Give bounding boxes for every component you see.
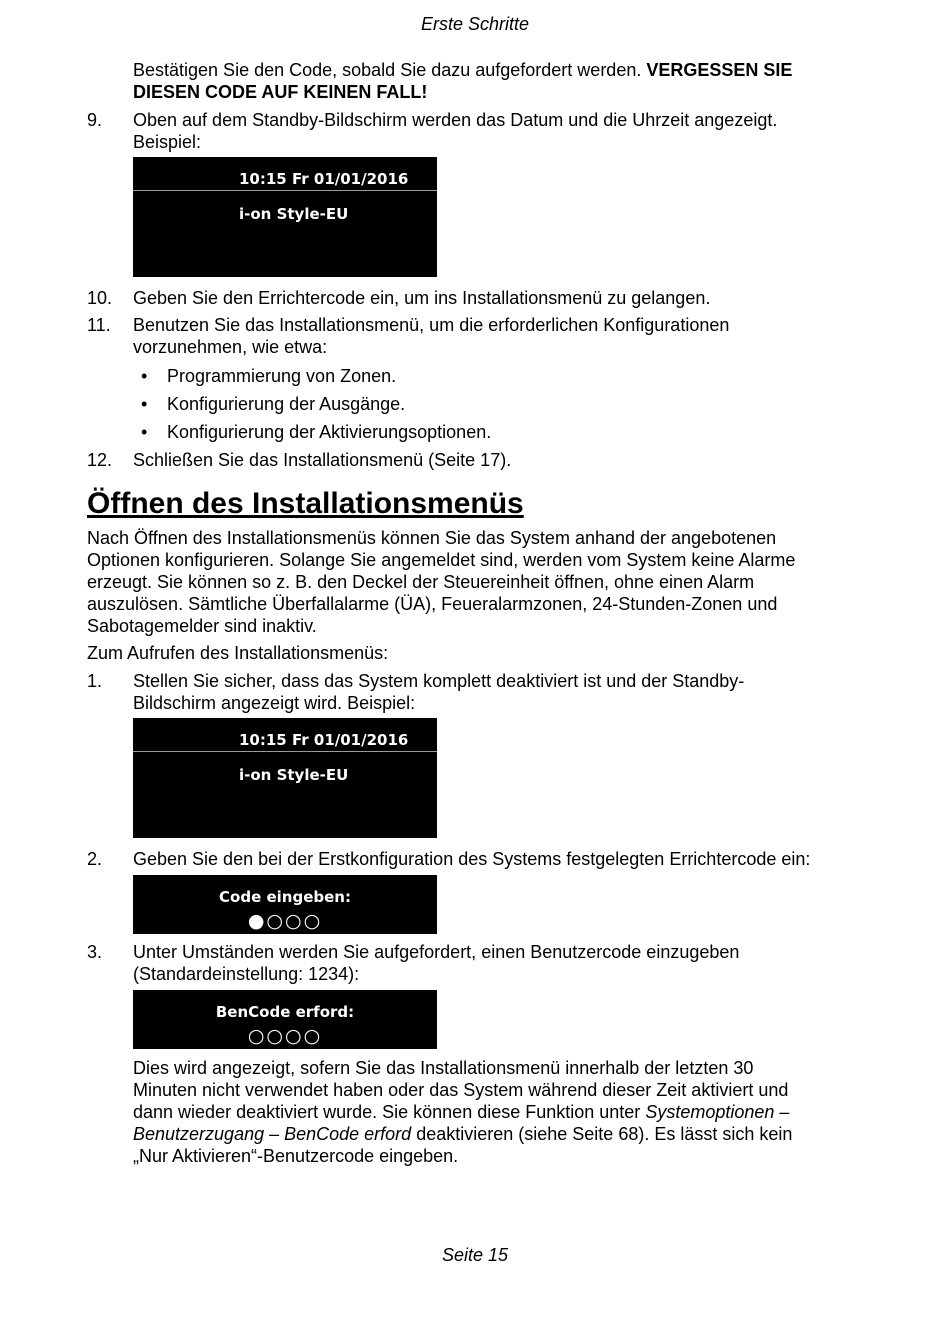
menu-path: Benutzerzugang – BenCode erford	[133, 1124, 412, 1144]
intro-warning-2: DIESEN CODE AUF KEINEN FALL!	[133, 82, 428, 102]
step-text: Bildschirm angezeigt wird. Beispiel:	[133, 693, 416, 713]
step-number: 9.	[87, 110, 103, 130]
step-number: 1.	[87, 671, 103, 691]
step-text: Benutzen Sie das Installationsmenü, um die erforderlichen Konfigurationen	[133, 315, 730, 335]
paragraph-line: Sabotagemelder sind inaktiv.	[87, 616, 317, 636]
step-text: Geben Sie den bei der Erstkonfiguration des Systems festgelegten Errichtercode ein:	[133, 849, 811, 869]
bullet-marker: •	[141, 394, 148, 414]
step-text: Unter Umständen werden Sie aufgefordert, einen Benutzercode einzugeben	[133, 942, 740, 962]
running-header: Erste Schritte	[420, 14, 530, 34]
intro-line-1	[133, 59, 868, 81]
paragraph-text: deaktivieren (siehe Seite 68). Es lässt sich kein	[411, 1124, 793, 1144]
page-number: Seite 15	[441, 1245, 509, 1265]
standby-screen-example	[133, 157, 437, 277]
user-code-screen	[133, 990, 437, 1049]
paragraph-line: erzeugt. Sie können so z. B. den Deckel der Steuereinheit öffnen, ohne einen Alarm	[87, 572, 755, 592]
paragraph-line: Minuten nicht verwendet haben oder das System während dieser Zeit aktiviert und	[133, 1080, 789, 1100]
step-number: 3.	[87, 942, 103, 962]
section-heading: Öffnen des Installationsmenüs	[87, 487, 524, 520]
screen-system-name: i-on Style-EU	[239, 766, 349, 784]
paragraph-line: „Nur Aktivieren“-Benutzercode eingeben.	[133, 1146, 459, 1166]
paragraph-line	[133, 1123, 893, 1145]
step-number: 2.	[87, 849, 103, 869]
screen-divider	[133, 190, 437, 191]
bullet-marker: •	[141, 366, 148, 386]
bullet-item: Konfigurierung der Aktivierungsoptionen.	[167, 422, 492, 442]
bullet-item: Konfigurierung der Ausgänge.	[167, 394, 406, 414]
paragraph-line	[133, 1101, 893, 1123]
step-number: 10.	[87, 288, 113, 308]
code-digit-indicators: ●○○○	[247, 910, 323, 932]
paragraph-line: Optionen konfigurieren. Solange Sie angemeldet sind, werden vom System keine Alarme	[87, 550, 796, 570]
screen-system-name: i-on Style-EU	[239, 205, 349, 223]
screen-datetime: 10:15 Fr 01/01/2016	[239, 731, 409, 749]
menu-path: Systemoptionen –	[645, 1102, 790, 1122]
code-digit-indicators: ○○○○	[247, 1025, 323, 1047]
paragraph-line: auszulösen. Sämtliche Überfallalarme (ÜA), Feueralarmzonen, 24-Stunden-Zonen und	[87, 594, 778, 614]
screen-code-label: Code eingeben:	[219, 888, 351, 906]
step-text: Oben auf dem Standby-Bildschirm werden das Datum und die Uhrzeit angezeigt.	[133, 110, 778, 130]
bullet-item: Programmierung von Zonen.	[167, 366, 397, 386]
step-text: (Standardeinstellung: 1234):	[133, 964, 360, 984]
screen-datetime: 10:15 Fr 01/01/2016	[239, 170, 409, 188]
step-text: Schließen Sie das Installationsmenü (Seite 17).	[133, 450, 512, 470]
intro-warning: VERGESSEN SIE	[646, 60, 793, 80]
intro-line-2	[133, 81, 868, 103]
call-intro: Zum Aufrufen des Installationsmenüs:	[87, 643, 389, 663]
step-text: Stellen Sie sicher, dass das System komplett deaktiviert ist und der Standby-	[133, 671, 745, 691]
step-text: vorzunehmen, wie etwa:	[133, 337, 328, 357]
step-number: 11.	[87, 315, 111, 335]
screen-divider	[133, 751, 437, 752]
step-text: Beispiel:	[133, 132, 202, 152]
code-entry-screen	[133, 875, 437, 934]
paragraph-line: Dies wird angezeigt, sofern Sie das Installationsmenü innerhalb der letzten 30	[133, 1058, 754, 1078]
intro-text: Bestätigen Sie den Code, sobald Sie dazu aufgefordert werden.	[133, 60, 647, 80]
step-number: 12.	[87, 450, 113, 470]
paragraph-text: dann wieder deaktiviert wurde. Sie können diese Funktion unter	[133, 1102, 646, 1122]
paragraph-line: Nach Öffnen des Installationsmenüs können Sie das System anhand der angebotenen	[87, 528, 777, 548]
standby-screen-example	[133, 718, 437, 838]
step-text: Geben Sie den Errichtercode ein, um ins Installationsmenü zu gelangen.	[133, 288, 711, 308]
bullet-marker: •	[141, 422, 148, 442]
screen-bencode-label: BenCode erford:	[215, 1003, 355, 1021]
